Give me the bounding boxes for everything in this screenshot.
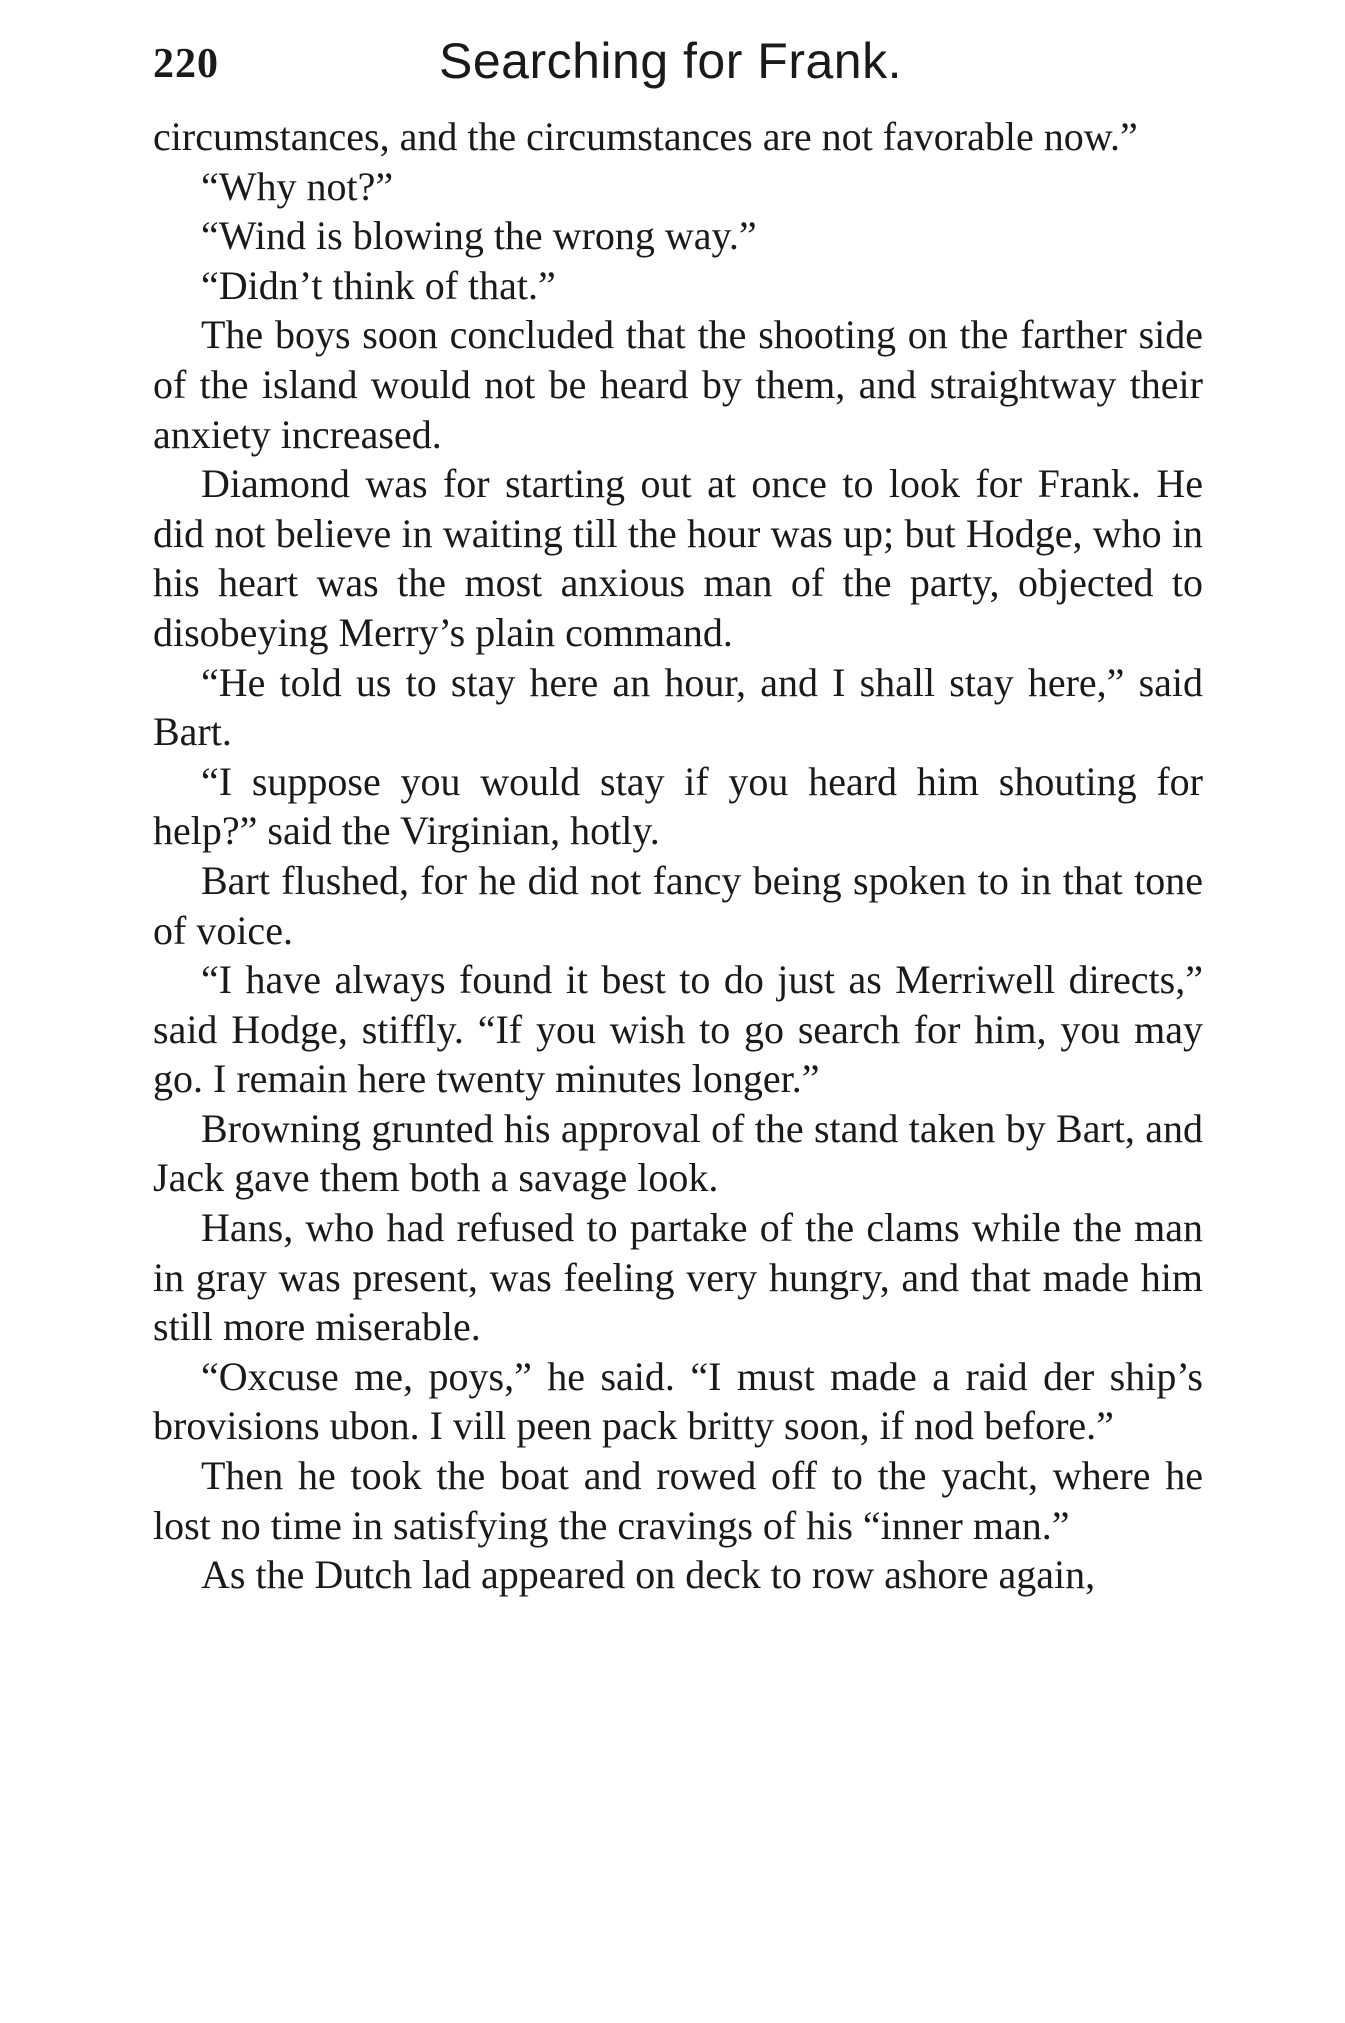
- paragraph: “I have always found it best to do just as Merriwell directs,” said Hodge, stiffly. “If you wish to go search for him, you may go. I remain here twenty minutes longer.”: [153, 957, 1203, 1102]
- paragraph: “Didn’t think of that.”: [201, 262, 556, 308]
- paragraph: “Wind is blowing the wrong way.”: [201, 213, 757, 259]
- paragraph: Bart flushed, for he did not fancy being spoken to in that tone of voice.: [153, 857, 1203, 953]
- body-text: [153, 112, 1203, 1600]
- page-header: [153, 28, 1203, 98]
- paragraph: Hans, who had refused to partake of the clams while the man in gray was present, was feeling very hungry, and that made him still more miserable.: [153, 1205, 1203, 1350]
- paragraph: As the Dutch lad appeared on deck to row ashore again,: [201, 1552, 1096, 1598]
- paragraph: “Why not?”: [201, 163, 394, 209]
- page-number: 220: [153, 41, 219, 87]
- paragraph: Then he took the boat and rowed off to the yacht, where he lost no time in satisfying the cravings of his “inner man.”: [153, 1453, 1203, 1548]
- paragraph: “Oxcuse me, poys,” he said. “I must made a raid der ship’s brovisions ubon. I vill peen pack britty soon, if nod before.”: [153, 1353, 1203, 1449]
- paragraph: circumstances, and the circumstances are not favorable now.”: [153, 114, 1138, 159]
- paragraph: “He told us to stay here an hour, and I shall stay here,” said Bart.: [153, 659, 1203, 755]
- paragraph: The boys soon concluded that the shooting on the farther side of the island would not be heard by them, and straightway their anxiety increased.: [153, 312, 1203, 457]
- paragraph: Browning grunted his approval of the stand taken by Bart, and Jack gave them both a savage look.: [153, 1105, 1203, 1201]
- paragraph: Diamond was for starting out at once to look for Frank. He did not believe in waiting till the hour was up; but Hodge, who in his heart was the most anxious man of the party, objected to disobeying Merry’s plain command.: [153, 461, 1203, 655]
- paragraph: “I suppose you would stay if you heard him shouting for help?” said the Virginian, hotly.: [153, 758, 1203, 854]
- running-title: Searching for Frank.: [439, 33, 902, 89]
